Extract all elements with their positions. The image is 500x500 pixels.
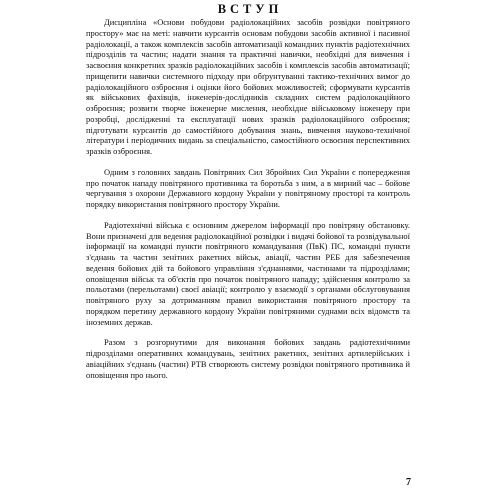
paragraph-air-force-tasks: Одним з головних завдань Повітряних Сил Збройних Сил України є попередження про початок нападу повітряного противника та боротьба з ним, а в мирний час – бойове чергування з охорони Державного кордону України у повітряному просторі та контроль порядку використання повітряного простору України. [86, 166, 410, 209]
body-text [86, 17, 410, 380]
paragraph-radio-technical-troops: Радіотехнічні війська є основним джерелом інформації про повітряну обстановку. Вони призначені для ведення радіолокаційної розвідки і видачі бойової та розвідувальної інформації на командні пункти повітряного командування (ПвК) ПС, командні пункти з'єднань та частин зенітних ракетних військ, авіації, частин РЕБ для забезпечення ведення бойових дій та бойового управління з'єднаннями, частинами та підрозділами; оповіщення військ та об'єктів про початок повітряного нападу; здійснення контролю за польотами (перельотами) своєї авіації; контролю у взаємодії з органами обслуговування повітряного руху за дотриманням правил використання повітряного простору та порядком перетину державного кордону України повітряними суднами всіх відомств та іноземних держав. [86, 219, 410, 327]
page-number: 7 [406, 477, 411, 488]
paragraph-reconnaissance-system: Разом з розгорнутими для виконання бойових завдань радіотехнічними підрозділами оперативних командувань, зенітних ракетних, зенітних артилерійських і авіаційних з'єднань (частин) РТВ створюють систему розвідки повітряного противника й оповіщення про нього. [86, 337, 410, 380]
paragraph-discipline-goals: Дисципліна «Основи побудови радіолокаційних засобів розвідки повітряного простору» має на меті: навчити курсантів основам побудови засобів активної і пасивної радіолокації, а також комплексів засобів автоматизації командних пунктів радіотехнічних підрозділів та частин; надати знання та практичні навички, необхідні для вивчення і засвоєння конкретних зразків радіолокаційних засобів і комплексів засобів автоматизації; прищепити навички системного підходу при обґрунтуванні тактико-технічних вимог до радіолокаційного озброєння і оцінки його бойових можливостей; сформувати курсантів як військових фахівців, інженерів-дослідників складних систем радіолокаційного озброєння; розвити творче інженерне мислення, необхідне військовому інженеру при розробці, дослідженні та експлуатації нових зразків радіолокаційного озброєння; підготувати курсантів до самостійного добування знань, вивчення науково-технічної літератури і періодичних видань за спеціальністю, самостійного освоєння перспективних зразків озброєння. [86, 17, 410, 156]
page-title: ВСТУП [217, 2, 283, 16]
